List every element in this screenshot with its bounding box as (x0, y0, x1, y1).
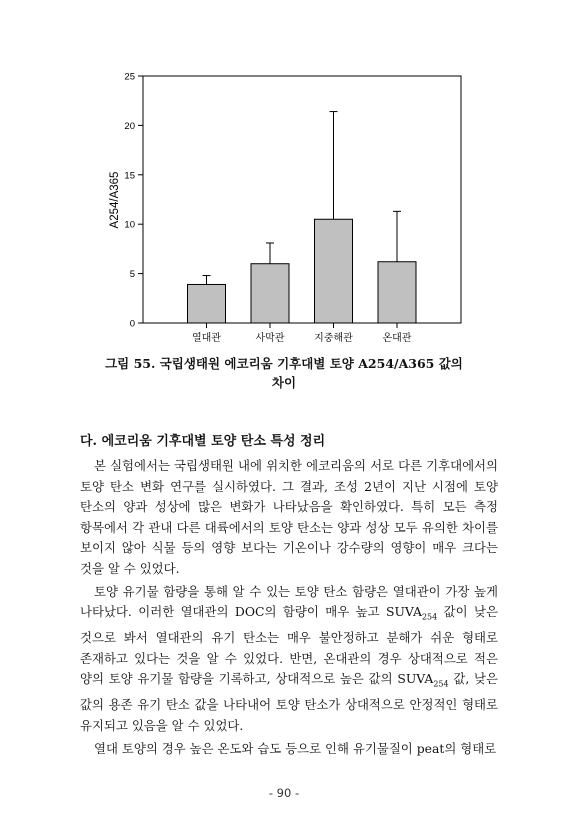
y-axis-label: A254/A365 (109, 171, 121, 229)
paragraph-2-part-a: 토양 유기물 함량을 통해 알 수 있는 토양 탄소 함량은 열대관이 가장 높게 나타났다. 이러한 열대관의 DOC의 함량이 매우 높고 SUVA (80, 583, 498, 620)
x-tick-label: 열대관 (192, 333, 221, 344)
section-title: 다. 에코리움 기후대별 토양 탄소 특성 정리 (80, 434, 326, 449)
bar (378, 262, 416, 323)
paragraph-2-part-c: 값, 낮은 값의 용존 유기 탄소 값을 나타내어 토양 탄소가 상대적으로 안정적인 형태로 유지되고 있음을 알 수 있었다. (80, 671, 498, 734)
suva-subscript-1: 254 (421, 612, 438, 622)
x-tick-label: 사막관 (255, 333, 285, 344)
bar (315, 219, 353, 323)
y-tick-label: 0 (129, 318, 135, 330)
bar-chart (0, 0, 568, 350)
bar (188, 284, 226, 323)
y-tick-label: 10 (124, 219, 135, 231)
y-tick-label: 5 (129, 269, 135, 281)
bar (251, 264, 289, 323)
x-tick-label: 지중해관 (314, 333, 353, 344)
y-axis (124, 72, 143, 330)
caption-line-2: 차이 (271, 375, 297, 390)
x-tick-label: 온대관 (382, 333, 412, 344)
bars (188, 219, 417, 323)
y-tick-label: 25 (124, 71, 135, 83)
paragraph-1: 본 실험에서는 국립생태원 내에 위치한 에코리움의 서로 다른 기후대에서의 토양 탄소 변화 연구를 실시하였다. 그 결과, 조성 2년이 지난 시점에 토양 탄소의 양과 성상에 많은 변화가 나타났음을 확인하였다. 특히 모든 측정 항목에서 각 관내 다른 대륙에서의 토양 탄소는 양과 성상 모두 유의한 차이를 보이지 않아 식물 등의 영향 보다는 기온이나 강수량의 영향이 매우 크다는 것을 알 수 있었다. (80, 458, 498, 576)
page-number: - 90 - (268, 786, 300, 800)
body-text (80, 456, 498, 761)
paragraph-2 (80, 582, 498, 737)
suva-subscript-2: 254 (433, 679, 449, 689)
caption-line-1: 그림 55. 국립생태원 에코리움 기후대별 토양 A254/A365 값의 (105, 356, 463, 371)
y-tick-label: 15 (124, 170, 135, 182)
error-bars (203, 112, 402, 285)
paragraph-2-part-b: 값이 낮은 것으로 봐서 열대관의 유기 탄소는 매우 불안정하고 분해가 쉬운 형태로 존재하고 있다는 것을 알 수 있었다. 반면, 온대관의 경우 상대적으로 적은 양의 토양 유기물 함량을 기록하고, 상대적으로 높은 값의 SUVA (80, 604, 498, 687)
figure-caption (60, 354, 508, 392)
paragraph-3: 열대 토양의 경우 높은 온도와 습도 등으로 인해 유기물질이 peat의 형태로 (94, 740, 497, 756)
x-axis (192, 323, 412, 344)
y-tick-label: 20 (124, 120, 135, 132)
